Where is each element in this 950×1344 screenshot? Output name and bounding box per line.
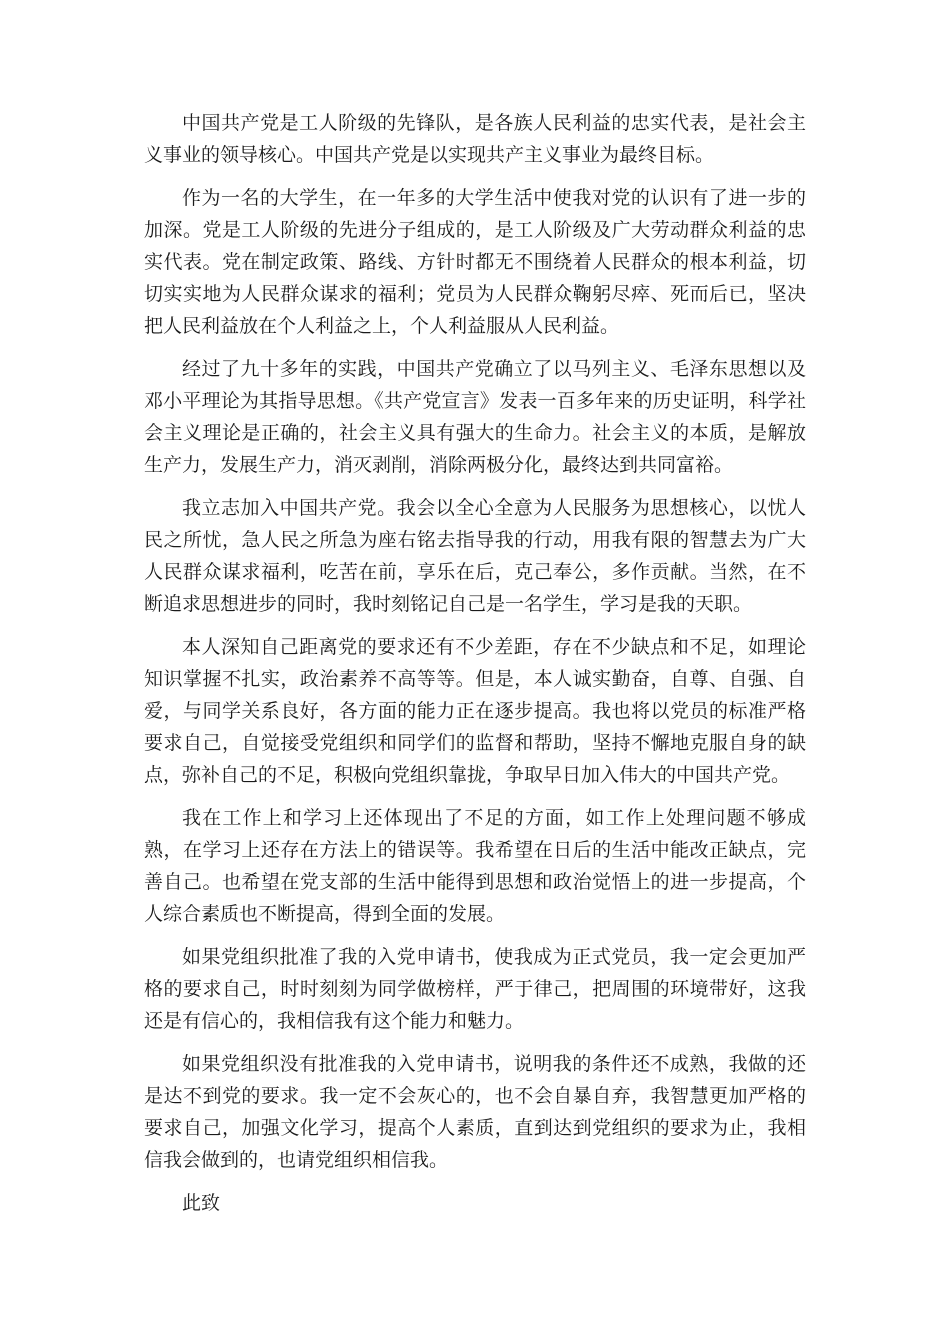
paragraph-7: 如果党组织批准了我的入党申请书，使我成为正式党员，我一定会更加严格的要求自己，时时刻刻为同学做榜样，严于律己，把周围的环境带好，这我还是有信心的，我相信我有这个能力和魅力。 xyxy=(144,946,806,1032)
paragraph-1: 中国共产党是工人阶级的先锋队，是各族人民利益的忠实代表，是社会主义事业的领导核心。中国共产党是以实现共产主义事业为最终目标。 xyxy=(144,112,806,166)
document-body xyxy=(144,107,806,1219)
paragraph-2: 作为一名的大学生，在一年多的大学生活中使我对党的认识有了进一步的加深。党是工人阶级的先进分子组成的，是工人阶级及广大劳动群众利益的忠实代表。党在制定政策、路线、方针时都无不围绕着人民群众的根本利益，切切实实地为人民群众谋求的福利；党员为人民群众鞠躬尽瘁、死而后已，坚决把人民利益放在个人利益之上，个人利益服从人民利益。 xyxy=(144,187,806,337)
paragraph-4: 我立志加入中国共产党。我会以全心全意为人民服务为思想核心，以忧人民之所忧，急人民之所急为座右铭去指导我的行动，用我有限的智慧去为广大人民群众谋求福利，吃苦在前，享乐在后，克己奉公，多作贡献。当然，在不断追求思想进步的同时，我时刻铭记自己是一名学生，学习是我的天职。 xyxy=(144,497,806,615)
paragraph-5: 本人深知自己距离党的要求还有不少差距，存在不少缺点和不足，如理论知识掌握不扎实，政治素养不高等等。但是，本人诚实勤奋，自尊、自强、自爱，与同学关系良好，各方面的能力正在逐步提高。我也将以党员的标准严格要求自己，自觉接受党组织和同学们的监督和帮助，坚持不懈地克服自身的缺点，弥补自己的不足，积极向党组织靠拢，争取早日加入伟大的中国共产党。 xyxy=(144,636,806,786)
paragraph-6: 我在工作上和学习上还体现出了不足的方面，如工作上处理问题不够成熟，在学习上还存在方法上的错误等。我希望在日后的生活中能改正缺点，完善自己。也希望在党支部的生活中能得到思想和政治觉悟上的进一步提高，个人综合素质也不断提高，得到全面的发展。 xyxy=(144,807,806,925)
paragraph-3: 经过了九十多年的实践，中国共产党确立了以马列主义、毛泽东思想以及邓小平理论为其指导思想。《共产党宣言》发表一百多年来的历史证明，科学社会主义理论是正确的，社会主义具有强大的生命力。社会主义的本质，是解放生产力，发展生产力，消灭剥削，消除两极分化，最终达到共同富裕。 xyxy=(144,358,806,476)
closing-salutation: 此致 xyxy=(182,1192,221,1214)
paragraph-8: 如果党组织没有批准我的入党申请书，说明我的条件还不成熟，我做的还是达不到党的要求。我一定不会灰心的，也不会自暴自弃，我智慧更加严格的要求自己，加强文化学习，提高个人素质，直到达到党组织的要求为止，我相信我会做到的，也请党组织相信我。 xyxy=(144,1053,806,1171)
